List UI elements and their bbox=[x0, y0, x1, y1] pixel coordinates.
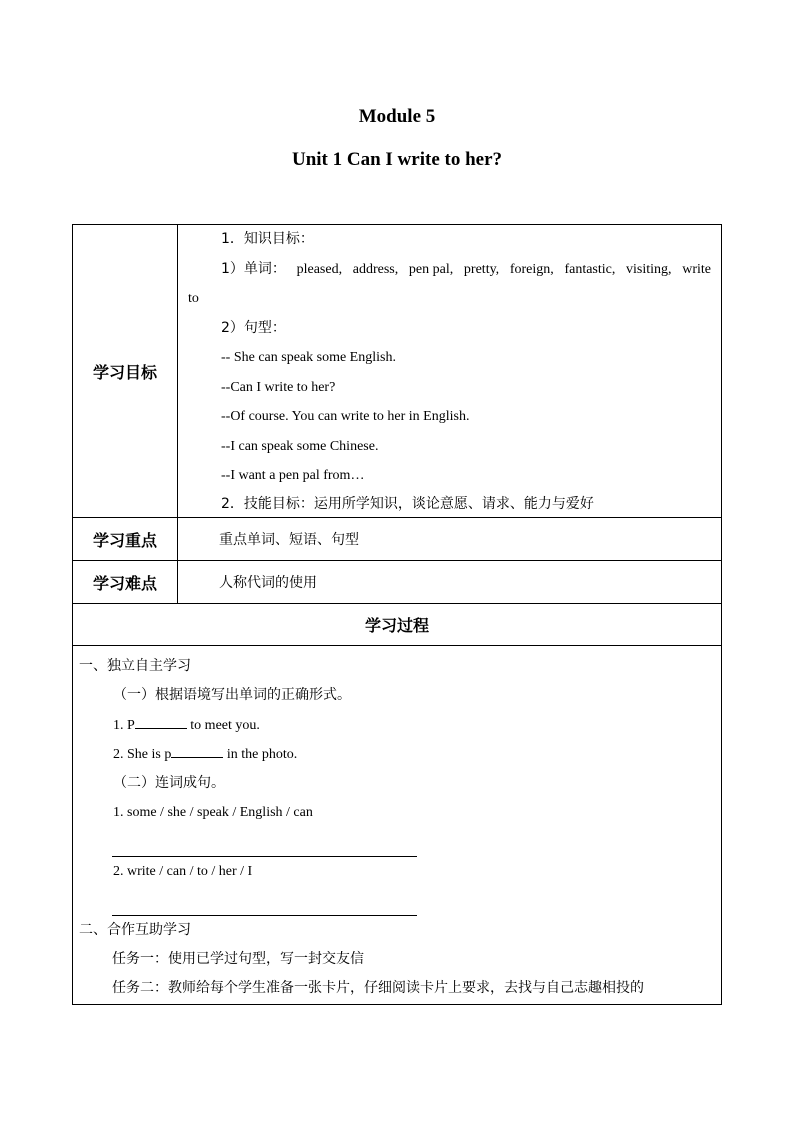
vocab-word: foreign, bbox=[509, 261, 554, 277]
part-2-title: （二）连词成句。 bbox=[113, 775, 225, 792]
section-2-title: 二、合作互助学习 bbox=[79, 921, 191, 938]
part-1-title: （一）根据语境写出单词的正确形式。 bbox=[113, 687, 351, 704]
answer-blank[interactable] bbox=[135, 714, 187, 729]
question-2-end: in the photo. bbox=[223, 746, 298, 762]
scramble-2: 2. write / can / to / her / I bbox=[113, 864, 253, 880]
task-1: 任务一：使用已学过句型，写一封交友信 bbox=[112, 950, 364, 967]
sentence-pattern: --I want a pen pal from… bbox=[221, 468, 365, 483]
question-2-start: 2. She is p bbox=[113, 746, 172, 762]
objectives-label: 学习目标 bbox=[73, 225, 178, 518]
key-points-content: 重点单词、短语、句型 bbox=[178, 518, 722, 561]
question-2 bbox=[79, 740, 715, 769]
vocabulary-wrap: to bbox=[188, 291, 199, 306]
sentence-pattern: --I can speak some Chinese. bbox=[221, 438, 379, 454]
unit-title: Unit 1 Can I write to her? bbox=[291, 149, 503, 170]
answer-blank[interactable] bbox=[171, 743, 223, 758]
task-2: 任务二：教师给每个学生准备一张卡片，仔细阅读卡片上要求，去找与自己志趣相投的 bbox=[112, 980, 644, 997]
sentence-pattern: --Of course. You can write to her in English. bbox=[221, 409, 470, 424]
question-1-start: 1. P bbox=[113, 717, 135, 733]
knowledge-heading: 1．知识目标： bbox=[221, 231, 314, 247]
key-points-label: 学习重点 bbox=[73, 518, 178, 561]
section-1-title: 一、独立自主学习 bbox=[79, 658, 191, 674]
question-1 bbox=[79, 711, 715, 740]
words-prefix: 1）单词： bbox=[221, 260, 286, 277]
difficulties-label: 学习难点 bbox=[73, 561, 178, 604]
module-title: Module 5 bbox=[358, 106, 436, 127]
vocabulary-line bbox=[188, 255, 711, 285]
scramble-1: 1. some / she / speak / English / can bbox=[113, 805, 313, 821]
vocab-word: write bbox=[682, 261, 711, 277]
sentence-heading: 2）句型： bbox=[221, 319, 286, 336]
question-1-end: to meet you. bbox=[186, 717, 260, 733]
vocab-word: pleased, bbox=[296, 261, 343, 277]
lesson-table bbox=[72, 224, 722, 1005]
vocab-word: address, bbox=[352, 261, 399, 277]
process-heading: 学习过程 bbox=[73, 604, 722, 646]
answer-line[interactable] bbox=[112, 828, 417, 857]
answer-line[interactable] bbox=[112, 886, 417, 915]
skill-goal: 2．技能目标：运用所学知识，谈论意愿、请求、能力与爱好 bbox=[221, 495, 594, 512]
sentence-pattern: --Can I write to her? bbox=[221, 379, 336, 395]
sentence-pattern: -- She can speak some English. bbox=[221, 350, 396, 365]
vocab-word: visiting, bbox=[626, 261, 672, 277]
vocab-word: fantastic, bbox=[564, 261, 616, 277]
objectives-content bbox=[178, 225, 722, 518]
vocab-word: pen pal, bbox=[408, 261, 454, 277]
vocab-word: pretty, bbox=[463, 261, 500, 277]
difficulties-content: 人称代词的使用 bbox=[178, 561, 722, 604]
process-content bbox=[73, 646, 722, 1005]
